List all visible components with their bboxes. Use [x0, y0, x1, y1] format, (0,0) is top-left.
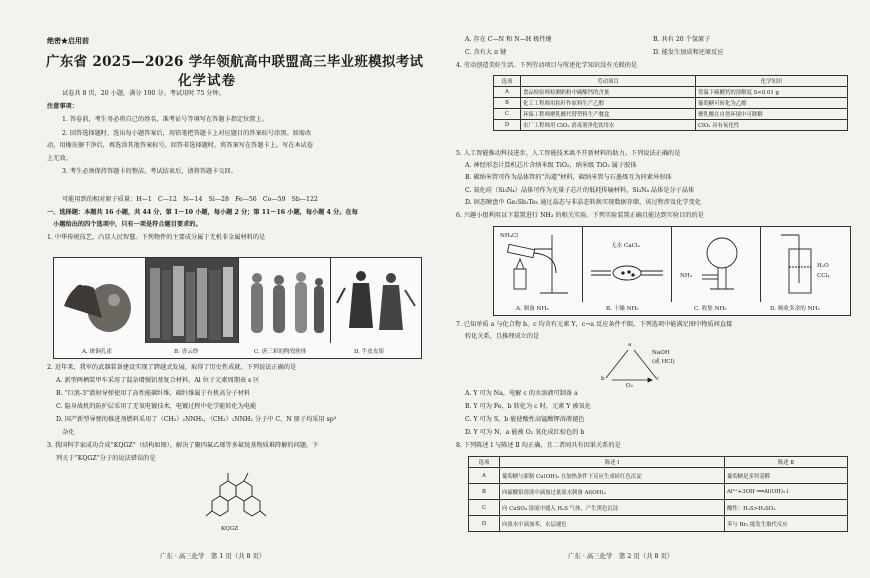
h2o-label: H₂O — [817, 263, 829, 269]
question-7-cont: 转化关系，且推理成立的是 — [465, 333, 540, 340]
table-header: 陈述 Ⅱ — [725, 457, 848, 468]
q8-table — [468, 456, 848, 532]
table-cell: 向硫酸铝溶液中滴加过量氨水制备 Al(OH)₃ — [500, 484, 725, 500]
table-cell: 葡萄糖可转化为乙醇 — [696, 98, 848, 109]
table-row — [494, 98, 848, 109]
notice-1: 1. 答卷前，考生务必将自己的姓名、准考证号等填写在答题卡指定位置上。 — [62, 116, 268, 123]
table-header: 选项 — [469, 457, 500, 468]
tang-sancai-figures-image — [239, 258, 331, 343]
node-b: b — [601, 376, 605, 382]
atomic-masses: 可能用到的相对原子质量：H—1 C—12 N—14 Si—28 Fe—56 Co—59 Sb—122 — [62, 196, 318, 203]
cacl2-label: 无水 CaCl₂ — [611, 243, 640, 249]
section-1-line-2: 小题给出的四个选项中，只有一项是符合题目要求的。 — [47, 221, 202, 228]
nh4cl-label: NH₄Cl — [500, 233, 519, 239]
q3-option-b: B. 共有 20 个氢原子 — [653, 36, 711, 43]
nh3-label: NH₃ — [680, 273, 693, 279]
question-1: 1. 中华传统技艺，凸显人民智慧。下列物件的主要成分属于无机非金属材料的是 — [47, 234, 266, 241]
table-header: 陈述 Ⅰ — [500, 457, 725, 468]
question-4: 4. 劳动创造美好生活。下列劳动项目与所述化学知识没有关联的是 — [456, 62, 638, 69]
question-5: 5. 人工智能推动科技进步，人工智能技术离不开新材料的助力。下列说法正确的是 — [456, 150, 681, 157]
table-cell: Al³⁺+3OH⁻══Al(OH)₃↓ — [725, 484, 848, 500]
notice-2-cont: 动，用橡皮擦干净后，再选涂其他答案标号。回答非选择题时，将答案写在答题卡上。写在本试卷 — [47, 142, 314, 149]
table-cell: C — [494, 109, 521, 120]
q7-option-b: B. Y 可为 Fe，b 转化为 c 时，元素 Y 被氧化 — [465, 403, 591, 410]
table-row — [469, 484, 848, 500]
table-header: 化学知识 — [696, 76, 848, 87]
notice-2-end: 上无效。 — [47, 155, 72, 162]
page-1-footer: 广东 · 高三化学 第 1 页（共 8 页） — [160, 552, 266, 560]
node-c: c — [656, 376, 660, 382]
q3-option-d: D. 能发生加成和还原反应 — [653, 49, 724, 56]
table-row — [494, 109, 848, 120]
q7-conversion-diagram — [598, 342, 698, 390]
exam-info: 试卷共 8 页，20 小题，满分 100 分。考试用时 75 分钟。 — [62, 90, 225, 97]
q6-option-a: A. 制备 NH₃ — [516, 306, 549, 312]
q6-option-b: B. 干燥 NH₃ — [606, 306, 639, 312]
table-cell: A — [469, 468, 500, 484]
table-cell: D — [494, 120, 521, 131]
confidential-mark: 绝密★启用前 — [47, 36, 89, 45]
subject-title: 化学试卷 — [178, 73, 236, 89]
q5-option-d: D. 固态硬盘中 Ge₂Sb₂Te₅ 通过晶态与非晶态转换实现数据存储，该过程涉及化学变化 — [465, 199, 701, 206]
table-cell: 化工工程师用秸秆作原料生产乙醇 — [521, 98, 696, 109]
q6-option-c: C. 收集 NH₃ — [694, 306, 727, 312]
question-8: 8. 下列陈述 Ⅰ 与陈述 Ⅱ 均正确，且二者间具有因果关系的是 — [456, 442, 621, 449]
table-cell: C — [469, 500, 500, 516]
q1-option-c: C. 唐三彩的陶瓷胚体 — [254, 349, 307, 355]
molecule-label: KQGZ — [221, 526, 239, 532]
table-cell: 葡萄糖是多羟基醛 — [725, 468, 848, 484]
question-7: 7. 已知单质 a 与化合物 b、c 均含有元素 Y，c→a 反应条件不限。下列选项中能满足图中物质间直接 — [456, 321, 733, 328]
apparatus-a — [494, 227, 583, 302]
notice-3: 3. 考生必须保持答题卡的整洁。考试结束后，请将答题卡交回。 — [62, 168, 237, 175]
q5-option-c: C. 氮化硅（Si₃N₄）晶体可作为光量子芯片的低耗传输材料，Si₃N₄ 晶体是分子晶体 — [465, 187, 695, 194]
table-cell: 向溴水中滴加苯，水层褪色 — [500, 516, 725, 532]
silk-fabric-image — [146, 258, 239, 343]
apparatus-d — [761, 227, 850, 302]
q1-option-a: A. 斑铜孔雀 — [82, 349, 112, 355]
q7-option-c: C. Y 可为 S，b 能使酸性高锰酸钾溶液褪色 — [465, 416, 585, 423]
page-2 — [438, 0, 870, 578]
table-row — [494, 120, 848, 131]
table-header-row — [494, 76, 848, 87]
question-3: 3. 我国科学家成功合成“KQGZ”（结构如图），解决了聚四氟乙烯等多氟烷基物质难降解的问题。下 — [47, 442, 319, 449]
q2-option-c: C. 隐身战机的防护层采用了无氧电镀技术，电镀过程中化学能转化为电能 — [56, 403, 257, 410]
table-cell: D — [469, 516, 500, 532]
q5-option-b: B. 碳纳米管可作为晶体管的“沟道”材料，碳纳米管与石墨烯互为同素异形体 — [465, 174, 672, 181]
node-a: a — [628, 342, 632, 348]
apparatus-c — [672, 227, 761, 302]
q2-option-d-cont: 杂化 — [56, 429, 75, 436]
section-1-line-1: 一、选择题：本题共 16 小题，共 44 分，第 1～10 小题，每小题 2 分；第 11～16 小题，每小题 4 分。在每 — [47, 209, 358, 216]
table-header: 选项 — [494, 76, 521, 87]
exam-title: 广东省 2025—2026 学年领航高中联盟高三毕业班模拟考试 — [46, 54, 424, 70]
table-cell: B — [494, 98, 521, 109]
q7-option-a: A. Y 可为 Na，电解 c 的水溶液可制备 a — [465, 390, 578, 397]
notice-heading: 注意事项： — [47, 103, 78, 110]
table-cell: 水厂工程师用 ClO₂ 消毒剂净化饮用水 — [521, 120, 696, 131]
q2-option-d: D. 国产新型导弹的推进剂燃料采用了（CH₃）₂NNH₂，（CH₃）₂NNH₂ 分子中 C、N 原子均采用 sp³ — [56, 416, 337, 423]
table-cell: 环保工程师聚乳酸代替塑料生产餐盒 — [521, 109, 696, 120]
q1-option-d: D. 牛皮皮影 — [354, 349, 385, 355]
arrow-label-hcl: (或 HCl) — [652, 359, 675, 365]
q4-table — [493, 75, 848, 131]
table-row — [469, 500, 848, 516]
table-cell: 聚乳酸在自然环境中可降解 — [696, 109, 848, 120]
table-header-row — [469, 457, 848, 468]
question-6: 6. 兴趣小组利用以下装置进行 NH₃ 的相关实验。下列实验装置正确且能达到实验目的的是 — [456, 212, 704, 219]
arrow-label-naoh: NaOH — [652, 350, 670, 356]
leather-shadow-puppet-image — [331, 258, 421, 343]
kqgz-structure — [200, 468, 272, 528]
ccl4-label: CCl₄ — [817, 273, 830, 279]
q2-option-a: A. 新型两栖装甲车采用了混杂增强铝基复合材料，Al 位于元素周期表 s 区 — [56, 377, 260, 384]
table-cell: 食品检验师检测奶粉中碳酸钙的含量 — [521, 87, 696, 98]
q2-option-b: B. “巨浪-3”潜射导弹使用了高性能碳纤维，碳纤维属于有机高分子材料 — [56, 390, 251, 397]
q1-option-b: B. 香云纱 — [174, 349, 199, 355]
q6-figure-row — [493, 226, 851, 316]
table-row — [469, 516, 848, 532]
question-2: 2. 近年来，我军的武器装备建设实现了跨越式发展，取得了历史性成就。下列说法正确的是 — [47, 364, 297, 371]
table-header: 劳动项目 — [521, 76, 696, 87]
table-cell: B — [469, 484, 500, 500]
q3-option-c: C. 含有大 π 键 — [465, 49, 507, 56]
table-cell: 常温下碳酸钙的溶解度 S<0.01 g — [696, 87, 848, 98]
table-cell: A — [494, 87, 521, 98]
table-cell: ClO₂ 具有氧化性 — [696, 120, 848, 131]
page-1 — [0, 0, 432, 578]
question-3-cont: 列关于“KQGZ”分子的说法错误的是 — [56, 455, 156, 462]
bronze-peacock-image — [54, 258, 146, 343]
table-cell: 向 CuSO₄ 溶液中通入 H₂S 气体，产生黑色沉淀 — [500, 500, 725, 516]
notice-2: 2. 回答选择题时，选出每小题答案后，用铅笔把答题卡上对应题目的答案标号涂黑。如需改 — [62, 130, 312, 137]
arrow-label-o2: O₂ — [626, 383, 633, 389]
q3-option-a: A. 存在 C—N 和 N—H 极性键 — [465, 36, 552, 43]
table-cell: 葡萄糖与新制 Cu(OH)₂ 在加热条件下反应生成砖红色沉淀 — [500, 468, 725, 484]
q6-option-d: D. 吸收多余的 NH₃ — [770, 306, 820, 312]
page-2-footer: 广东 · 高三化学 第 2 页（共 8 页） — [568, 552, 674, 560]
table-cell: 苯与 Br₂ 能发生取代反应 — [725, 516, 848, 532]
q7-option-d: D. Y 可为 N，a 能被 O₂ 氧化成红棕色的 b — [465, 429, 585, 436]
apparatus-b — [583, 227, 672, 302]
q1-figure-row — [53, 257, 422, 359]
q5-option-a: A. 神经形态计算机芯片含纳米级 TiO₂，纳米级 TiO₂ 属于胶体 — [465, 162, 637, 169]
table-row — [469, 468, 848, 484]
table-cell: 酸性：H₂S>H₂SO₄ — [725, 500, 848, 516]
table-row — [494, 87, 848, 98]
